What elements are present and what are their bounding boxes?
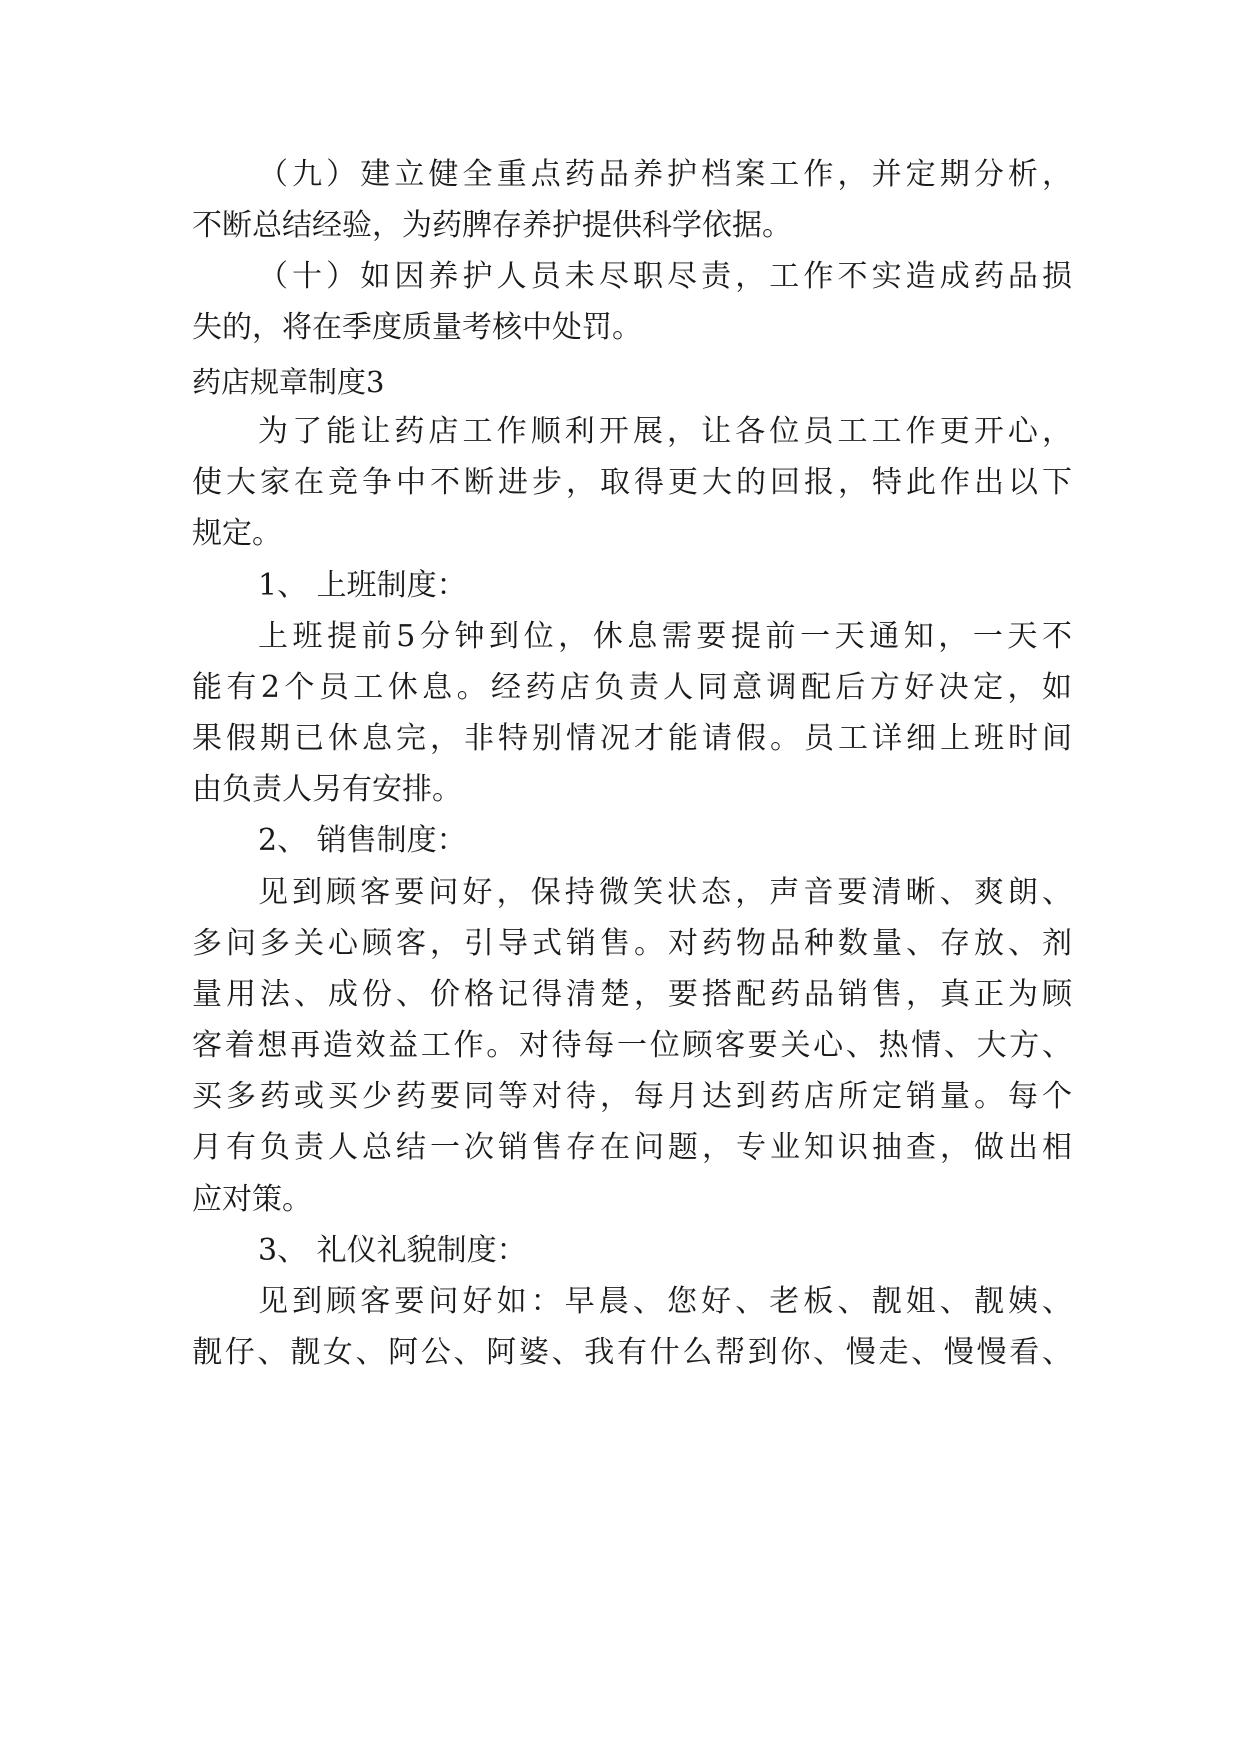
paragraph-line: 能有2个员工休息。经药店负责人同意调配后方好决定，如 xyxy=(192,670,1072,705)
paragraph-line: 由负责人另有安排。 xyxy=(192,772,462,807)
paragraph-line: 见到顾客要问好如：早晨、您好、老板、靓姐、靓姨、 xyxy=(258,1284,1072,1319)
paragraph-line: 上班提前5分钟到位，休息需要提前一天通知，一天不 xyxy=(258,619,1072,654)
paragraph-line: 客着想再造效益工作。对待每一位顾客要关心、热情、大方、 xyxy=(192,1028,1072,1063)
paragraph-line: 失的，将在季度质量考核中处罚。 xyxy=(192,310,642,345)
subsection-heading: 2、 销售制度： xyxy=(258,823,467,858)
paragraph-line: 买多药或买少药要同等对待，每月达到药店所定销量。每个 xyxy=(192,1079,1072,1114)
paragraph-line: 为了能让药店工作顺利开展，让各位员工工作更开心， xyxy=(258,414,1072,449)
subsection-heading: 3、 礼仪礼貌制度： xyxy=(258,1233,527,1268)
paragraph-line: 规定。 xyxy=(192,516,282,551)
paragraph-line: 不断总结经验，为药脾存养护提供科学依据。 xyxy=(192,208,792,243)
paragraph-line: 应对策。 xyxy=(192,1182,312,1217)
paragraph-line: 多问多关心顾客，引导式销售。对药物品种数量、存放、剂 xyxy=(192,926,1072,961)
paragraph-line: 量用法、成份、价格记得清楚，要搭配药品销售，真正为顾 xyxy=(192,977,1072,1012)
subsection-heading: 1、 上班制度： xyxy=(258,568,467,603)
paragraph-line: 使大家在竞争中不断进步，取得更大的回报，特此作出以下 xyxy=(192,465,1072,500)
paragraph-line: 靓仔、靓女、阿公、阿婆、我有什么帮到你、慢走、慢慢看、 xyxy=(192,1335,1072,1370)
paragraph-line: 果假期已休息完，非特别情况才能请假。员工详细上班时间 xyxy=(192,721,1072,756)
paragraph-line: 月有负责人总结一次销售存在问题，专业知识抽查，做出相 xyxy=(192,1130,1072,1165)
paragraph-line: （十）如因养护人员未尽职尽责，工作不实造成药品损 xyxy=(258,259,1072,294)
paragraph-line: 见到顾客要问好，保持微笑状态，声音要清晰、爽朗、 xyxy=(258,875,1072,910)
paragraph-line: （九）建立健全重点药品养护档案工作，并定期分析， xyxy=(258,157,1072,192)
section-title: 药店规章制度3 xyxy=(192,365,385,399)
